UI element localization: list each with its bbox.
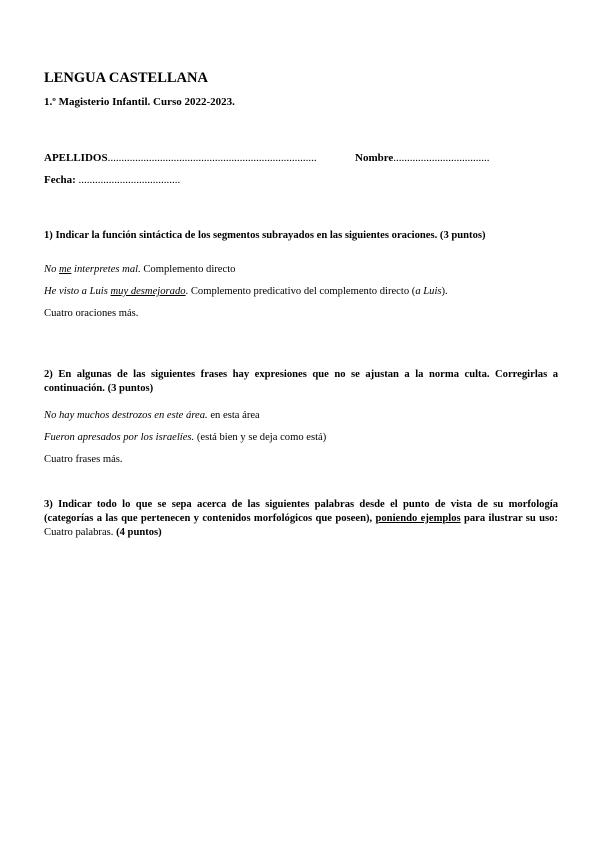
question-2-example-2 [44,432,326,443]
fecha-field [44,174,180,186]
example-text: Fueron apresados por los israelíes. [44,432,195,443]
apellidos-field [44,152,317,164]
apellidos-label: APELLIDOS [44,152,108,164]
question-1-example-1 [44,264,235,275]
question-3-heading [44,498,558,540]
nombre-dots: ................................... [393,152,490,164]
example-answer: en esta área [207,410,260,421]
nombre-label: Nombre [355,152,394,164]
example-answer: ). [441,286,448,297]
example-answer: Complemento directo [140,264,236,275]
nombre-field [355,152,490,164]
underlined-segment: poniendo ejemplos [375,513,461,524]
example-text: No [44,264,60,275]
example-answer-italic: a Luis [415,286,442,297]
question-1-more: Cuatro oraciones más. [44,308,139,319]
heading-normal-text: Cuatro palabras. [44,527,114,538]
example-answer: . Complemento predicativo del complemento directo ( [185,286,416,297]
apellidos-dots: ............................................................................ [107,152,317,164]
question-2-example-1 [44,410,260,421]
example-text: interpretes mal. [71,264,141,275]
example-text: He visto a Luis [44,286,111,297]
heading-text: para ilustrar su uso: [460,513,559,524]
question-1-example-2 [44,286,448,297]
fecha-label: Fecha: [44,174,76,186]
example-answer: (está bien y se deja como está) [194,432,327,443]
question-2-heading: 2) En algunas de las siguientes frases hay expresiones que no se ajustan a la norma culta. Corregirlas a continuación. (3 puntos) [44,369,558,394]
underlined-segment: muy desmejorado [110,286,186,297]
question-2-more: Cuatro frases más. [44,454,123,465]
heading-text: (4 puntos) [113,527,162,538]
page-title: LENGUA CASTELLANA [44,70,208,86]
underlined-segment: me [59,264,72,275]
heading-text: 3) Indicar todo lo que se sepa acerca de las siguientes palabras desde el punto de vista de su morfología (categorías a las que pertenecen y contenidos morfológicos que poseen), [44,499,558,524]
fecha-dots: ..................................... [78,174,181,186]
example-text: No hay muchos destrozos en este área. [44,410,208,421]
question-1-heading: 1) Indicar la función sintáctica de los segmentos subrayados en las siguientes oraciones. (3 puntos) [44,230,486,241]
course-line: 1.º Magisterio Infantil. Curso 2022-2023. [44,96,235,108]
